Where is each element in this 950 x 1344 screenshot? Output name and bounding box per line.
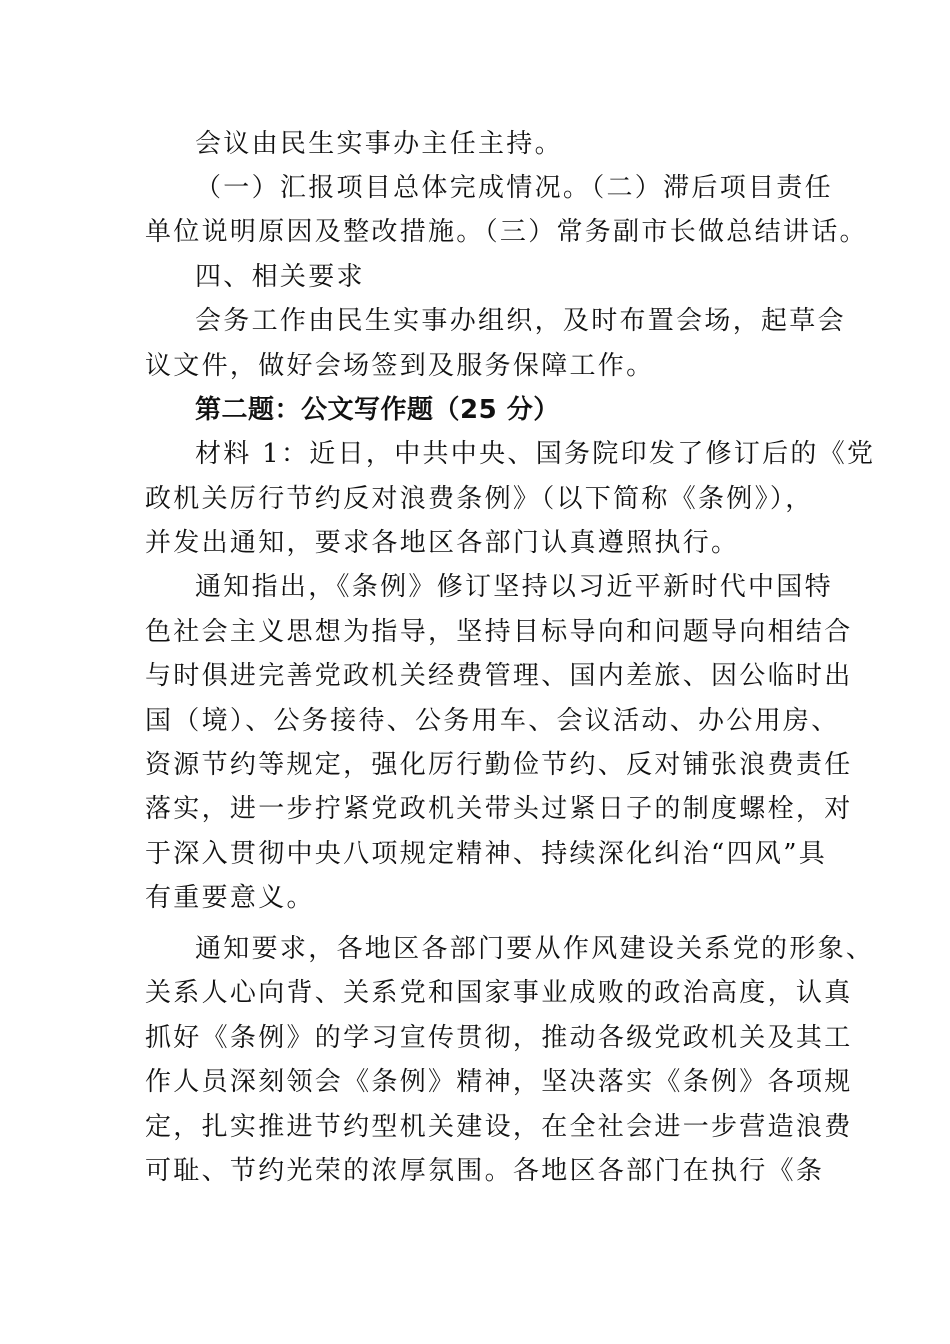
paragraph-line: 定，扎实推进节约型机关建设，在全社会进一步营造浪费	[145, 1112, 853, 1142]
paragraph-line: 单位说明原因及整改措施。（三）常务副市长做总结讲话。	[145, 217, 868, 247]
paragraph-line: 政机关厉行节约反对浪费条例》（以下简称《条例》），	[145, 484, 814, 514]
paragraph-line: 有重要意义。	[145, 883, 315, 913]
section-heading: 四、相关要求	[195, 262, 365, 292]
paragraph-line: 抓好《条例》的学习宣传贯彻，推动各级党政机关及其工	[145, 1023, 853, 1053]
paragraph-line: （一）汇报项目总体完成情况。（二）滞后项目责任	[195, 173, 833, 203]
paragraph-line: 材料 1：近日，中共中央、国务院印发了修订后的《党	[195, 439, 876, 469]
paragraph-line: 并发出通知，要求各地区各部门认真遵照执行。	[145, 528, 740, 558]
paragraph-line: 通知要求，各地区各部门要从作风建设关系党的形象、	[195, 934, 875, 964]
paragraph-line: 于深入贯彻中央八项规定精神、持续深化纠治“四风”具	[145, 839, 828, 869]
paragraph-line: 会议由民生实事办主任主持。	[195, 129, 563, 159]
paragraph-line: 落实，进一步拧紧党政机关带头过紧日子的制度螺栓，对	[145, 794, 853, 824]
paragraph-line: 可耻、节约光荣的浓厚氛围。各地区各部门在执行《条	[145, 1156, 825, 1186]
paragraph-line: 会务工作由民生实事办组织，及时布置会场，起草会	[195, 306, 846, 336]
paragraph-line: 与时俱进完善党政机关经费管理、国内差旅、因公临时出	[145, 661, 853, 691]
paragraph-line: 议文件，做好会场签到及服务保障工作。	[145, 351, 655, 381]
paragraph-line: 资源节约等规定，强化厉行勤俭节约、反对铺张浪费责任	[145, 750, 853, 780]
paragraph-line: 作人员深刻领会《条例》精神，坚决落实《条例》各项规	[145, 1067, 853, 1097]
paragraph-line: 色社会主义思想为指导，坚持目标导向和问题导向相结合	[145, 617, 853, 647]
paragraph-line: 关系人心向背、关系党和国家事业成败的政治高度，认真	[145, 978, 853, 1008]
paragraph-line: 国（境）、公务接待、公务用车、会议活动、办公用房、	[145, 706, 840, 736]
paragraph-line: 通知指出，《条例》修订坚持以习近平新时代中国特	[195, 572, 833, 602]
question-heading: 第二题：公文写作题（25 分）	[195, 395, 560, 425]
